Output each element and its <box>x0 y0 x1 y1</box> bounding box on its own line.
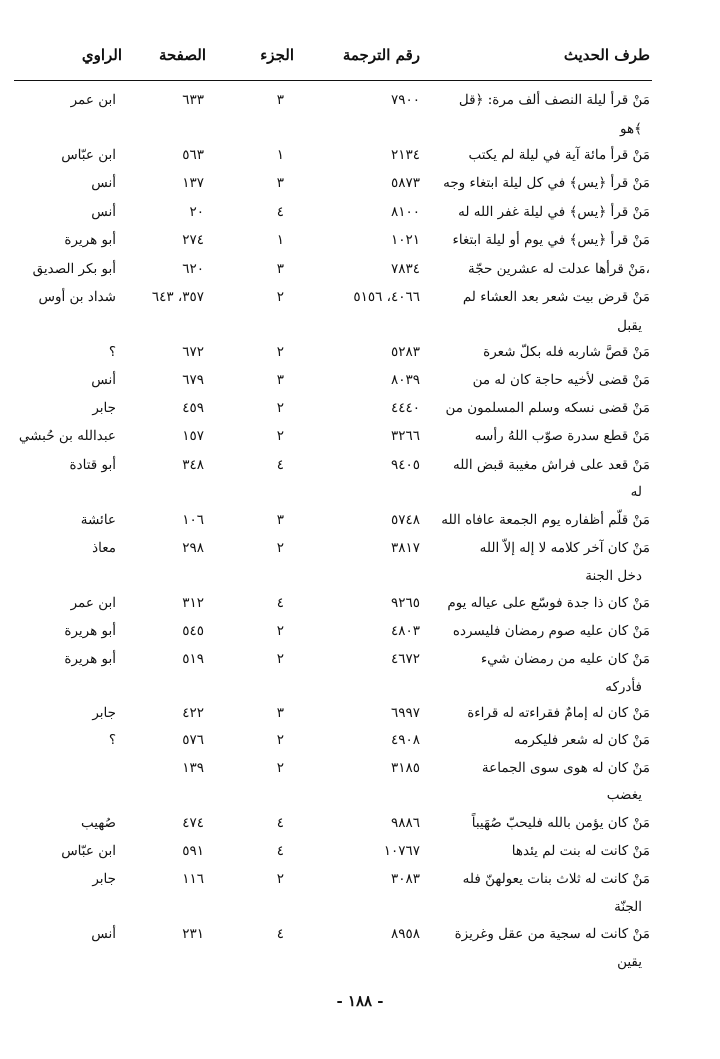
tarjama-cell: ٩٨٨٦ <box>390 815 420 831</box>
hadith-cell: مَنْ قلّم أظفاره يوم الجمعة عافاه الله <box>441 512 650 528</box>
narrator-cell: أنس <box>91 372 116 388</box>
tarjama-cell: ٥٧٤٨ <box>390 512 420 528</box>
juz-cell: ٢ <box>276 651 284 667</box>
table-row <box>0 367 720 395</box>
hadith-cell: مَنْ قرأ ﴿يس﴾ في يوم أو ليلة ابتغاء <box>452 232 650 248</box>
hadith-cell: مَنْ كان آخر كلامه لا إله إلاّ الله <box>479 540 650 556</box>
hadith-cell: مَنْ قرأ ﴿يس﴾ في كل ليلة ابتغاء وجه <box>443 175 650 191</box>
tarjama-cell: ٩٢٦٥ <box>390 595 420 611</box>
narrator-cell: ابن عبّاس <box>61 843 116 859</box>
header-hadith: طرف الحديث <box>563 46 650 64</box>
juz-cell: ٢ <box>276 623 284 639</box>
hadith-cell: مَنْ قرأ ﴿يس﴾ في ليلة غفر الله له <box>458 204 650 220</box>
page-cell: ١٣٧ <box>182 175 204 191</box>
narrator-cell: شداد بن أوس <box>38 289 116 305</box>
narrator-cell: أنس <box>91 204 116 220</box>
hadith-continuation: هو﴾ <box>619 121 642 137</box>
juz-cell: ٢ <box>276 732 284 748</box>
narrator-cell: أنس <box>91 175 116 191</box>
tarjama-cell: ٣٨١٧ <box>390 540 420 556</box>
hadith-cell: مَنْ كانت له بنت لم يئدها <box>511 843 650 859</box>
table-row <box>0 646 720 674</box>
juz-cell: ٢ <box>276 289 284 305</box>
narrator-cell: أبو قتادة <box>69 457 116 473</box>
hadith-cell: مَنْ كان يؤمن بالله فليحبّ صُهَيباً <box>471 815 650 831</box>
table-row <box>0 866 720 894</box>
hadith-cell: مَنْ قضى لأخيه حاجة كان له من <box>472 372 650 388</box>
table-row <box>0 227 720 255</box>
page-cell: ١٠٦ <box>182 512 204 528</box>
juz-cell: ٤ <box>276 457 284 473</box>
tarjama-cell: ٢١٣٤ <box>390 147 420 163</box>
juz-cell: ٣ <box>276 705 284 721</box>
juz-cell: ٢ <box>276 871 284 887</box>
hadith-cell: مَنْ كان له هوى سوى الجماعة <box>481 760 650 776</box>
hadith-continuation: فأدركه <box>605 679 642 695</box>
page-cell: ٢٩٨ <box>182 540 204 556</box>
juz-cell: ٤ <box>276 204 284 220</box>
hadith-continuation: يقبل <box>617 318 642 334</box>
juz-cell: ٢ <box>276 344 284 360</box>
table-row <box>0 339 720 367</box>
page-cell: ٢٠ <box>189 204 204 220</box>
narrator-cell: عائشة <box>80 512 116 528</box>
page-cell: ٣١٢ <box>182 595 204 611</box>
table-row <box>0 535 720 563</box>
narrator-cell: جابر <box>92 705 116 721</box>
narrator-cell: أنس <box>91 926 116 942</box>
hadith-continuation: دخل الجنة <box>585 568 642 584</box>
juz-cell: ١ <box>276 232 284 248</box>
juz-cell: ٢ <box>276 400 284 416</box>
tarjama-cell: ١٠٧٦٧ <box>383 843 420 859</box>
narrator-cell: أبو هريرة <box>64 651 116 667</box>
table-row <box>0 727 720 755</box>
juz-cell: ٤ <box>276 843 284 859</box>
header-page: الصفحة <box>158 46 206 64</box>
narrator-cell: ابن عمر <box>70 92 116 108</box>
table-row <box>0 199 720 227</box>
narrator-cell: ؟ <box>108 344 116 360</box>
hadith-cell: مَنْ كانت له سجية من عقل وغريزة <box>454 926 650 942</box>
header-tarjama: رقم الترجمة <box>342 46 420 64</box>
hadith-continuation: له <box>630 484 642 500</box>
hadith-continuation: الجنّة <box>614 899 642 915</box>
tarjama-cell: ٨٠٣٩ <box>390 372 420 388</box>
table-row <box>0 590 720 618</box>
table-row <box>0 142 720 170</box>
hadith-cell: مَنْ قصَّ شاربه فله بكلّ شعرة <box>483 344 650 360</box>
page-cell: ٥١٩ <box>182 651 204 667</box>
narrator-cell: أبو هريرة <box>64 623 116 639</box>
page-cell: ١٣٩ <box>182 760 204 776</box>
tarjama-cell: ٧٩٠٠ <box>390 92 420 108</box>
tarjama-cell: ٩٤٠٥ <box>390 457 420 473</box>
page-cell: ٥٦٣ <box>182 147 204 163</box>
juz-cell: ٣ <box>276 175 284 191</box>
hadith-cell: مَنْ كان ذا جدة فوسّع على عياله يوم <box>447 595 650 611</box>
hadith-cell: مَنْ قرأ ليلة النصف ألف مرة: ﴿قل <box>458 92 650 108</box>
table-row <box>0 618 720 646</box>
tarjama-cell: ٧٨٣٤ <box>390 261 420 277</box>
table-row <box>0 87 720 115</box>
hadith-cell: مَنْ كانت له ثلاث بنات يعولهنّ فله <box>462 871 650 887</box>
page-cell: ٦٧٩ <box>182 372 204 388</box>
page-cell: ٥٧٦ <box>182 732 204 748</box>
tarjama-cell: ٤٤٤٠ <box>390 400 420 416</box>
narrator-cell: ابن عبّاس <box>61 147 116 163</box>
table-row <box>0 284 720 312</box>
narrator-cell: أبو بكر الصديق <box>32 261 116 277</box>
narrator-cell: معاذ <box>92 540 116 556</box>
page-cell: ٣٥٧، ٦٤٣ <box>151 289 204 305</box>
juz-cell: ١ <box>276 147 284 163</box>
table-row <box>0 700 720 728</box>
table-row <box>0 256 720 284</box>
tarjama-cell: ٤٩٠٨ <box>390 732 420 748</box>
juz-cell: ٤ <box>276 926 284 942</box>
table-row <box>0 507 720 535</box>
page-cell: ٤٢٢ <box>182 705 204 721</box>
table-row <box>0 170 720 198</box>
narrator-cell: جابر <box>92 400 116 416</box>
tarjama-cell: ١٠٢١ <box>390 232 420 248</box>
page-cell: ٥٤٥ <box>182 623 204 639</box>
narrator-cell: صُهيب <box>80 815 116 831</box>
table-row <box>0 810 720 838</box>
hadith-cell: مَنْ كان له إمامٌ فقراءته له قراءة <box>467 705 650 721</box>
juz-cell: ٣ <box>276 261 284 277</box>
table-row <box>0 838 720 866</box>
hadith-cell: مَنْ كان عليه صوم رمضان فليسرده <box>452 623 650 639</box>
hadith-cell: مَنْ كان عليه من رمضان شيء <box>480 651 650 667</box>
juz-cell: ٤ <box>276 595 284 611</box>
narrator-cell: أبو هريرة <box>64 232 116 248</box>
page-cell: ١١٦ <box>182 871 204 887</box>
hadith-cell: مَنْ قعد على فراش مغيبة قبض الله <box>453 457 650 473</box>
narrator-cell: ابن عمر <box>70 595 116 611</box>
tarjama-cell: ٤٠٦٦، ٥١٥٦ <box>353 289 420 305</box>
hadith-cell: مَنْ قرأ مائة آية في ليلة لم يكتب <box>468 147 650 163</box>
hadith-cell: مَنْ قطع سدرة صوّب اللهُ رأسه <box>474 428 650 444</box>
page-number: - ١٨٨ - <box>336 992 384 1010</box>
header-juz: الجزء <box>260 46 294 64</box>
hadith-cell: مَنْ قرض بيت شعر بعد العشاء لم <box>462 289 650 305</box>
tarjama-cell: ٤٨٠٣ <box>390 623 420 639</box>
header-rule <box>14 80 652 81</box>
juz-cell: ٣ <box>276 372 284 388</box>
page-cell: ٦٢٠ <box>182 261 204 277</box>
hadith-cell: مَنْ كان له شعر فليكرمه <box>513 732 650 748</box>
juz-cell: ٣ <box>276 92 284 108</box>
page-cell: ٢٣١ <box>182 926 204 942</box>
page-cell: ٤٧٤ <box>182 815 204 831</box>
tarjama-cell: ٨٩٥٨ <box>390 926 420 942</box>
tarjama-cell: ٥٢٨٣ <box>390 344 420 360</box>
table-row <box>0 423 720 451</box>
tarjama-cell: ٣١٨٥ <box>390 760 420 776</box>
tarjama-cell: ٥٨٧٣ <box>390 175 420 191</box>
hadith-cell: مَنْ قرأها عدلت له عشرين حجّة، <box>468 261 650 277</box>
juz-cell: ٢ <box>276 760 284 776</box>
juz-cell: ٤ <box>276 815 284 831</box>
page-cell: ٢٧٤ <box>182 232 204 248</box>
tarjama-cell: ٤٦٧٢ <box>390 651 420 667</box>
narrator-cell: عبدالله بن حُبشي <box>18 428 116 444</box>
tarjama-cell: ٦٩٩٧ <box>390 705 420 721</box>
juz-cell: ٣ <box>276 512 284 528</box>
narrator-cell: جابر <box>92 871 116 887</box>
table-row <box>0 452 720 480</box>
tarjama-cell: ٨١٠٠ <box>390 204 420 220</box>
hadith-continuation: يقين <box>617 954 642 970</box>
table-row <box>0 755 720 783</box>
tarjama-cell: ٣٢٦٦ <box>390 428 420 444</box>
table-row <box>0 395 720 423</box>
tarjama-cell: ٣٠٨٣ <box>390 871 420 887</box>
page-cell: ٣٤٨ <box>182 457 204 473</box>
page-cell: ٥٩١ <box>182 843 204 859</box>
page-cell: ٦٣٣ <box>182 92 204 108</box>
juz-cell: ٢ <box>276 540 284 556</box>
narrator-cell: ؟ <box>108 732 116 748</box>
page-cell: ٦٧٢ <box>182 344 204 360</box>
hadith-cell: مَنْ قضى نسكه وسلم المسلمون من <box>445 400 650 416</box>
header-narrator: الراوي <box>81 46 122 64</box>
hadith-continuation: يغضب <box>606 787 642 803</box>
table-row <box>0 921 720 949</box>
juz-cell: ٢ <box>276 428 284 444</box>
page-cell: ١٥٧ <box>182 428 204 444</box>
page-cell: ٤٥٩ <box>182 400 204 416</box>
